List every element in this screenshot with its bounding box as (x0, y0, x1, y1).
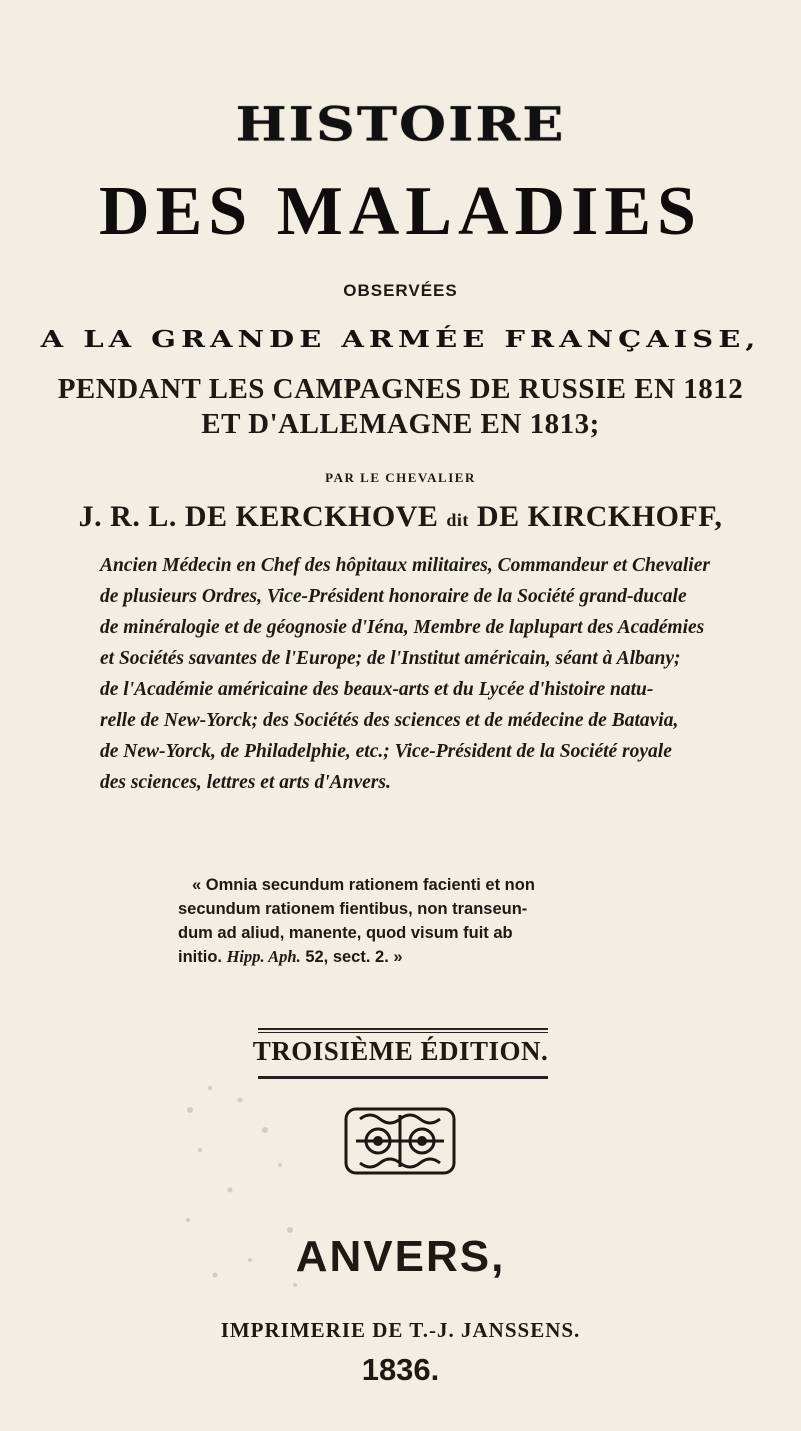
bio-line: et Sociétés savantes de l'Europe; de l'Institut américain, séant à Albany; (100, 648, 681, 669)
title-line-grande-armee: A LA GRANDE ARMÉE FRANÇAISE, (40, 325, 761, 353)
epigraph-section: 52, sect. 2. » (305, 948, 403, 966)
title-line-histoire: HISTOIRE (235, 96, 566, 152)
epigraph-line: « Omnia secundum rationem facienti et non (192, 876, 535, 894)
imprint-city: ANVERS, (295, 1232, 506, 1281)
subtitle-campaigns (0, 372, 801, 442)
author-name-kerckhove: J. R. L. DE KERCKHOVE (78, 500, 439, 533)
epigraph-line: dum ad aliud, manente, quod visum fuit ab (178, 924, 513, 942)
author-name (0, 500, 801, 534)
epigraph-line: secundum rationem fientibus, non transeun- (178, 900, 528, 918)
bio-line: Ancien Médecin en Chef des hôpitaux militaires, Commandeur et Chevalier (100, 555, 710, 576)
bio-line: de minéralogie et de géognosie d'Iéna, Membre de laplupart des Académies (100, 617, 705, 638)
subtitle-line-allemagne: ET D'ALLEMAGNE EN 1813; (201, 408, 600, 440)
author-credentials (100, 550, 730, 798)
title-line-des-maladies: DES MALADIES (99, 173, 702, 250)
edition-rule-top-thin (258, 1032, 548, 1033)
epigraph-reference: Hipp. Aph. (226, 947, 301, 966)
author-byline: PAR LE CHEVALIER (325, 470, 476, 485)
printer-ornament-icon (340, 1105, 460, 1177)
epigraph-initio: initio. (178, 948, 222, 966)
bio-line: de l'Académie américaine des beaux-arts et du Lycée d'histoire natu- (100, 679, 654, 700)
epigraph (178, 873, 648, 969)
epigraph-line-source (178, 945, 648, 969)
edition-label: TROISIÈME ÉDITION. (252, 1036, 549, 1066)
bio-line: des sciences, lettres et arts d'Anvers. (100, 772, 391, 793)
subtitle-line-russie: PENDANT LES CAMPAGNES DE RUSSIE EN 1812 (57, 373, 744, 405)
edition-rule-top (258, 1028, 548, 1030)
author-name-kirckhoff: DE KIRCKHOFF, (476, 500, 723, 533)
bio-line: relle de New-Yorck; des Sociétés des sciences et de médecine de Batavia, (100, 710, 679, 731)
imprint-year: 1836. (361, 1352, 440, 1387)
title-line-observees: OBSERVÉES (343, 281, 458, 300)
bio-line: de plusieurs Ordres, Vice-Président honoraire de la Société grand-ducale (100, 586, 687, 607)
bio-line: de New-Yorck, de Philadelphie, etc.; Vice-Président de la Société royale (100, 741, 672, 762)
imprint-printer: IMPRIMERIE DE T.-J. JANSSENS. (220, 1318, 581, 1342)
author-dit: dit (446, 510, 469, 530)
